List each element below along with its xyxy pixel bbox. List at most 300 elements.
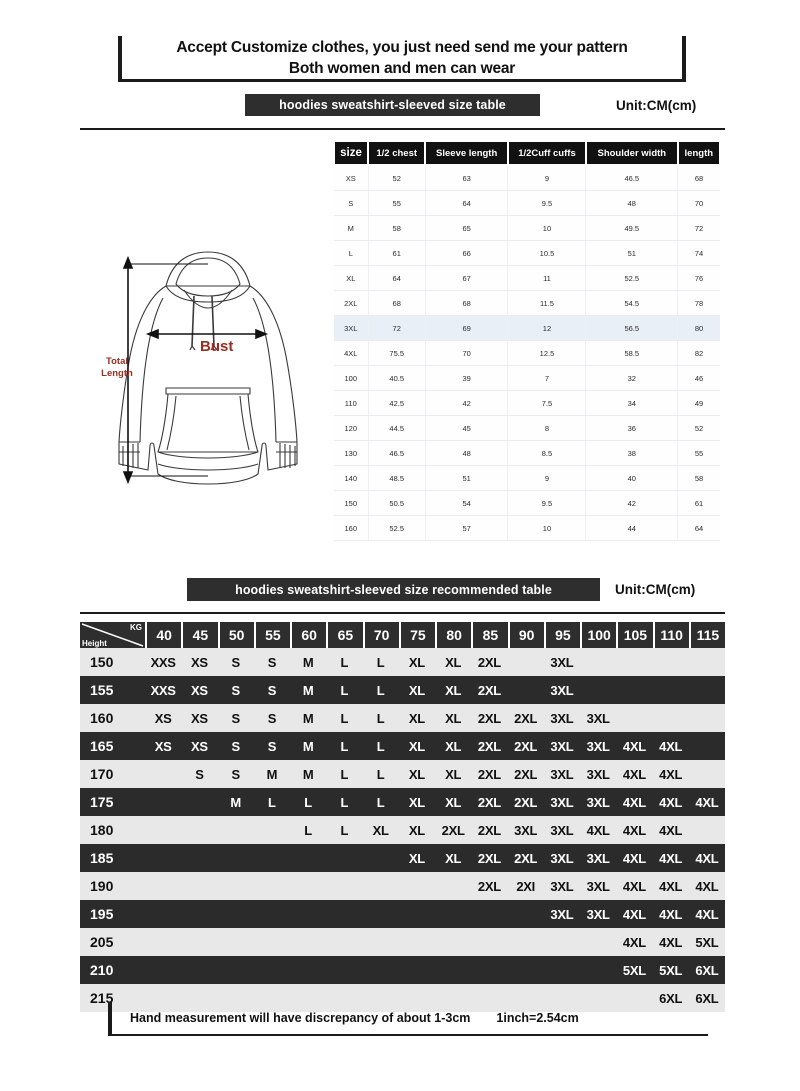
recommend-cell: M	[266, 766, 278, 782]
size-table-cell: 48	[586, 191, 678, 216]
recommend-cell	[181, 872, 217, 900]
recommend-cell: XL	[445, 682, 462, 698]
size-table-cell: 44.5	[368, 416, 425, 441]
recommend-cell	[653, 676, 689, 704]
recommend-cell: 5XL	[622, 962, 646, 978]
recommend-cell: 6XL	[659, 990, 683, 1006]
recommend-row-160	[80, 704, 725, 732]
recommend-cell	[508, 676, 544, 704]
recommend-cell: XL	[445, 766, 462, 782]
size-table-cell: 7	[508, 366, 586, 391]
size-table-cell: 55	[678, 441, 720, 466]
recommend-cell: L	[376, 710, 385, 726]
height-label-175: 175	[90, 794, 114, 810]
recommend-cell: L	[340, 766, 349, 782]
recommend-cell	[399, 900, 435, 928]
recommend-cell	[399, 872, 435, 900]
size-table-row	[334, 165, 720, 191]
recommend-cell	[616, 676, 652, 704]
size-table-cell: 52.5	[586, 266, 678, 291]
recommend-cell	[181, 788, 217, 816]
size-table-cell: 78	[678, 291, 720, 316]
recommend-cell: XL	[408, 794, 425, 810]
size-table-cell: 64	[678, 516, 720, 541]
weight-col-header-60: 60	[292, 622, 326, 648]
recommend-cell	[218, 956, 254, 984]
size-col-header-4: Shoulder width	[586, 141, 678, 165]
recommend-cell	[145, 816, 181, 844]
recommend-cell: M	[230, 794, 241, 810]
size-table-cell: 42	[425, 391, 508, 416]
size-table-cell: 52	[368, 165, 425, 191]
recommend-table-unit: Unit:CM(cm)	[615, 582, 696, 597]
recommend-cell: 3XL	[550, 794, 574, 810]
recommend-cell	[326, 900, 362, 928]
size-table-cell: 69	[425, 316, 508, 341]
measurement-note: Hand measurement will have discrepancy of about 1-3cm	[130, 1011, 471, 1025]
recommend-cell	[689, 676, 725, 704]
recommend-cell: XL	[408, 654, 425, 670]
size-table-cell: 49.5	[586, 216, 678, 241]
size-table	[333, 140, 721, 541]
recommend-cell: L	[376, 738, 385, 754]
size-table-cell: 46.5	[586, 165, 678, 191]
recommend-cell: 3XL	[550, 822, 574, 838]
recommend-cell: 3XL	[550, 738, 574, 754]
size-table-cell: 11.5	[508, 291, 586, 316]
size-col-header-5: length	[678, 141, 720, 165]
recommend-cell: 3XL	[550, 878, 574, 894]
size-table-cell: 65	[425, 216, 508, 241]
recommend-cell	[326, 844, 362, 872]
recommend-cell	[218, 928, 254, 956]
weight-col-header-85: 85	[473, 622, 507, 648]
size-table-cell: 63	[425, 165, 508, 191]
recommend-cell	[435, 872, 471, 900]
recommend-cell	[290, 872, 326, 900]
size-table-cell: 68	[678, 165, 720, 191]
recommend-cell	[580, 648, 616, 676]
recommend-cell: 6XL	[695, 962, 719, 978]
weight-col-header-70: 70	[365, 622, 399, 648]
recommend-cell: XXS	[150, 654, 176, 670]
recommend-cell: L	[340, 682, 349, 698]
recommend-cell: XXS	[150, 682, 176, 698]
recommend-cell: XL	[408, 710, 425, 726]
size-table-cell: 8.5	[508, 441, 586, 466]
size-col-header-1: 1/2 chest	[368, 141, 425, 165]
recommend-cell: S	[267, 738, 277, 754]
recommend-cell: 3XL	[550, 906, 574, 922]
recommend-cell	[508, 956, 544, 984]
recommend-cell: M	[302, 766, 314, 782]
recommend-cell: 2XL	[477, 766, 501, 782]
size-table-cell: 42.5	[368, 391, 425, 416]
size-table-cell: 12.5	[508, 341, 586, 366]
recommend-cell: 6XL	[695, 990, 719, 1006]
corner-kg-label: KG	[130, 623, 142, 632]
recommend-cell: 2XI	[516, 878, 535, 894]
recommend-cell: XS	[191, 738, 208, 754]
height-label-180: 180	[90, 822, 114, 838]
weight-col-header-55: 55	[256, 622, 290, 648]
recommend-cell: 4XL	[695, 850, 719, 866]
recommend-cell: 4XL	[659, 906, 683, 922]
weight-col-header-110: 110	[655, 622, 689, 648]
recommend-cell	[435, 928, 471, 956]
size-table-cell: 10	[508, 216, 586, 241]
recommend-cell	[689, 704, 725, 732]
size-table-cell: 40.5	[368, 366, 425, 391]
size-table-cell: 72	[368, 316, 425, 341]
recommend-cell: 3XL	[514, 822, 538, 838]
weight-col-header-105: 105	[618, 622, 652, 648]
size-table-header-row	[334, 141, 720, 165]
size-table-cell: 76	[678, 266, 720, 291]
size-table-row	[334, 266, 720, 291]
recommend-cell	[616, 648, 652, 676]
recommend-row-185	[80, 844, 725, 872]
recommend-cell	[254, 844, 290, 872]
recommend-cell: M	[302, 654, 314, 670]
size-table-cell: 45	[425, 416, 508, 441]
size-table-cell: 4XL	[334, 341, 368, 366]
recommend-cell	[254, 956, 290, 984]
recommend-row-195	[80, 900, 725, 928]
recommend-cell: XL	[408, 822, 425, 838]
recommend-cell	[363, 928, 399, 956]
size-table-cell: 42	[586, 491, 678, 516]
recommend-cell	[254, 928, 290, 956]
recommend-cell	[290, 844, 326, 872]
size-table-cell: 70	[425, 341, 508, 366]
weight-col-header-50: 50	[220, 622, 254, 648]
recommend-cell: M	[302, 738, 314, 754]
recommend-cell	[363, 956, 399, 984]
corner-height-label: Height	[82, 639, 107, 648]
size-col-header-0: size	[334, 141, 368, 165]
recommend-cell: XS	[191, 710, 208, 726]
size-table-row	[334, 241, 720, 266]
recommend-cell: 4XL	[659, 822, 683, 838]
recommend-cell	[290, 900, 326, 928]
size-table-cell: 160	[334, 516, 368, 541]
recommend-cell: L	[376, 766, 385, 782]
recommend-cell: 4XL	[659, 766, 683, 782]
recommend-cell: 3XL	[586, 906, 610, 922]
height-label-190: 190	[90, 878, 114, 894]
recommend-cell	[254, 816, 290, 844]
size-table-cell: 40	[586, 466, 678, 491]
recommend-cell	[435, 956, 471, 984]
weight-col-header-80: 80	[437, 622, 471, 648]
recommend-cell: XS	[154, 710, 172, 726]
weight-col-header-95: 95	[546, 622, 580, 648]
recommend-cell: XL	[408, 682, 425, 698]
recommend-cell	[508, 648, 544, 676]
recommend-cell: XS	[191, 654, 208, 670]
recommend-cell: 4XL	[659, 934, 683, 950]
weight-col-header-45: 45	[183, 622, 217, 648]
total-length-line-2: Length	[101, 368, 133, 379]
recommend-cell: 2XL	[514, 738, 538, 754]
recommend-cell	[145, 900, 181, 928]
recommend-cell	[145, 844, 181, 872]
recommend-cell: S	[231, 738, 240, 754]
recommend-cell	[181, 900, 217, 928]
recommend-cell: M	[302, 682, 314, 698]
recommend-cell	[290, 928, 326, 956]
recommend-cell	[363, 844, 399, 872]
recommend-row-190	[80, 872, 725, 900]
recommend-cell: XS	[191, 682, 208, 698]
recommend-cell: L	[340, 794, 349, 810]
size-table-cell: 32	[586, 366, 678, 391]
recommend-cell	[689, 648, 725, 676]
size-table-cell: 51	[425, 466, 508, 491]
size-table-cell: 3XL	[334, 316, 368, 341]
size-table-cell: 80	[678, 316, 720, 341]
recommend-cell	[580, 676, 616, 704]
recommend-cell: 3XL	[550, 766, 574, 782]
recommend-cell: 4XL	[586, 822, 610, 838]
size-table-row	[334, 366, 720, 391]
weight-col-header-100: 100	[582, 622, 616, 648]
size-table-row	[334, 216, 720, 241]
recommend-row-205	[80, 928, 725, 956]
size-table-row	[334, 341, 720, 366]
recommend-cell: 2XL	[477, 710, 501, 726]
size-table-unit: Unit:CM(cm)	[616, 98, 697, 113]
size-table-cell: 2XL	[334, 291, 368, 316]
size-table-cell: 7.5	[508, 391, 586, 416]
recommend-cell	[471, 956, 507, 984]
recommend-cell: XL	[408, 766, 425, 782]
recommend-cell: XL	[408, 850, 425, 866]
height-label-150: 150	[90, 654, 114, 670]
size-table-cell: 74	[678, 241, 720, 266]
recommend-cell: 5XL	[659, 962, 683, 978]
height-label-185: 185	[90, 850, 114, 866]
recommend-table-title-bar: hoodies sweatshirt-sleeved size recommended table	[187, 578, 600, 601]
recommend-cell	[580, 956, 616, 984]
recommend-cell: 2XL	[514, 850, 538, 866]
size-table-cell: 8	[508, 416, 586, 441]
recommend-cell: 4XL	[622, 878, 646, 894]
recommend-cell: 4XL	[622, 906, 646, 922]
size-table-cell: 150	[334, 491, 368, 516]
size-table-cell: 140	[334, 466, 368, 491]
recommend-cell: 2XL	[514, 710, 538, 726]
recommend-cell: 4XL	[622, 822, 646, 838]
recommend-cell: S	[231, 654, 240, 670]
size-table-cell: 72	[678, 216, 720, 241]
recommend-row-150	[80, 648, 725, 676]
size-table-cell: 48	[425, 441, 508, 466]
recommend-cell: L	[268, 794, 276, 810]
size-table-cell: 46	[678, 366, 720, 391]
recommend-cell: L	[376, 794, 385, 810]
recommend-cell: XL	[372, 822, 389, 838]
size-table-cell: 75.5	[368, 341, 425, 366]
recommend-cell: 4XL	[659, 794, 683, 810]
recommend-cell: 3XL	[550, 850, 574, 866]
recommend-cell: 2XL	[477, 682, 501, 698]
recommend-cell: XL	[408, 738, 425, 754]
size-table-cell: 52	[678, 416, 720, 441]
size-table-cell: 58.5	[586, 341, 678, 366]
size-table-row	[334, 516, 720, 541]
recommend-cell: 4XL	[622, 794, 646, 810]
recommend-cell: L	[340, 710, 349, 726]
recommend-cell	[145, 872, 181, 900]
recommend-cell	[254, 900, 290, 928]
recommend-row-210	[80, 956, 725, 984]
size-table-cell: 110	[334, 391, 368, 416]
recommend-cell: 4XL	[622, 766, 646, 782]
recommend-cell: XL	[445, 710, 462, 726]
recommend-cell: S	[267, 682, 277, 698]
recommend-table	[80, 622, 725, 1012]
size-table-row	[334, 316, 720, 341]
size-table-cell: 68	[368, 291, 425, 316]
size-table-cell: 55	[368, 191, 425, 216]
recommend-cell	[508, 900, 544, 928]
recommend-cell	[181, 928, 217, 956]
size-table-cell: 58	[678, 466, 720, 491]
recommend-row-175	[80, 788, 725, 816]
total-length-label	[94, 356, 140, 380]
recommend-cell: 2XL	[514, 794, 538, 810]
recommend-cell	[145, 788, 181, 816]
total-length-line-1: Total	[106, 356, 128, 367]
size-table-cell: 66	[425, 241, 508, 266]
recommend-cell: 2XL	[477, 850, 501, 866]
recommend-cell: 4XL	[695, 878, 719, 894]
size-table-cell: 54.5	[586, 291, 678, 316]
size-table-cell: 120	[334, 416, 368, 441]
size-table-row	[334, 491, 720, 516]
recommend-cell: L	[304, 822, 312, 838]
recommend-cell: 4XL	[659, 878, 683, 894]
recommend-cell: L	[376, 654, 385, 670]
size-table-cell: 50.5	[368, 491, 425, 516]
recommend-cell	[218, 900, 254, 928]
size-table-cell: 39	[425, 366, 508, 391]
recommend-table-header	[80, 622, 725, 648]
size-table-title-bar: hoodies sweatshirt-sleeved size table	[245, 94, 540, 116]
divider-top	[80, 128, 725, 130]
recommend-cell: 2XL	[514, 766, 538, 782]
recommend-cell	[326, 872, 362, 900]
recommend-cell: 3XL	[550, 710, 574, 726]
recommend-cell	[181, 844, 217, 872]
recommend-cell: L	[340, 822, 349, 838]
recommend-cell	[145, 928, 181, 956]
recommend-cell	[689, 816, 725, 844]
recommend-cell: 5XL	[695, 934, 719, 950]
recommend-cell	[471, 928, 507, 956]
recommend-cell	[218, 816, 254, 844]
size-table-row	[334, 416, 720, 441]
recommend-cell: 4XL	[695, 906, 719, 922]
size-table-cell: 100	[334, 366, 368, 391]
size-table-row	[334, 466, 720, 491]
size-table-cell: 67	[425, 266, 508, 291]
recommend-cell: 4XL	[695, 794, 719, 810]
size-table-cell: 44	[586, 516, 678, 541]
recommend-cell	[399, 956, 435, 984]
recommend-cell: S	[231, 766, 240, 782]
recommend-cell: 2XL	[477, 794, 501, 810]
inch-conversion: 1inch=2.54cm	[496, 1011, 579, 1025]
recommend-cell: 4XL	[659, 850, 683, 866]
size-table-cell: 9.5	[508, 191, 586, 216]
recommend-cell	[399, 928, 435, 956]
recommend-cell: S	[267, 710, 277, 726]
recommend-cell	[435, 900, 471, 928]
recommend-cell: S	[231, 710, 240, 726]
recommend-cell: M	[302, 710, 314, 726]
size-table-cell: 58	[368, 216, 425, 241]
recommend-cell: 3XL	[586, 878, 610, 894]
size-table-cell: 48.5	[368, 466, 425, 491]
size-table-cell: 51	[586, 241, 678, 266]
size-table-cell: L	[334, 241, 368, 266]
recommend-cell	[689, 760, 725, 788]
recommend-cell	[254, 872, 290, 900]
weight-col-header-115: 115	[691, 622, 725, 648]
size-table-cell: 54	[425, 491, 508, 516]
size-table-body	[334, 165, 720, 541]
recommend-cell	[326, 928, 362, 956]
recommend-cell: S	[267, 654, 277, 670]
weight-col-header-40: 40	[147, 622, 181, 648]
size-table-cell: 9	[508, 466, 586, 491]
recommend-cell	[544, 956, 580, 984]
size-table-cell: 82	[678, 341, 720, 366]
size-table-cell: 36	[586, 416, 678, 441]
size-table-cell: S	[334, 191, 368, 216]
size-table-cell: 64	[368, 266, 425, 291]
size-table-cell: 61	[678, 491, 720, 516]
banner-line-1: Accept Customize clothes, you just need send me your pattern	[176, 39, 628, 56]
recommend-cell: 3XL	[586, 794, 610, 810]
size-table-cell: 11	[508, 266, 586, 291]
size-table-cell: XL	[334, 266, 368, 291]
recommend-cell: XL	[445, 738, 462, 754]
recommend-cell: 2XL	[477, 878, 501, 894]
height-label-195: 195	[90, 906, 114, 922]
recommend-cell	[363, 900, 399, 928]
recommend-cell: 4XL	[622, 850, 646, 866]
size-table-row	[334, 291, 720, 316]
size-table-row	[334, 441, 720, 466]
size-table-cell: 52.5	[368, 516, 425, 541]
recommend-cell: 3XL	[550, 682, 574, 698]
recommend-cell	[181, 956, 217, 984]
recommend-cell	[616, 704, 652, 732]
recommend-cell	[326, 956, 362, 984]
recommend-cell	[363, 872, 399, 900]
recommend-cell	[653, 704, 689, 732]
recommend-cell	[145, 956, 181, 984]
recommend-cell	[653, 648, 689, 676]
recommend-cell	[181, 816, 217, 844]
top-banner	[118, 36, 686, 82]
recommend-cell: 4XL	[622, 934, 646, 950]
recommend-cell: XL	[445, 654, 462, 670]
